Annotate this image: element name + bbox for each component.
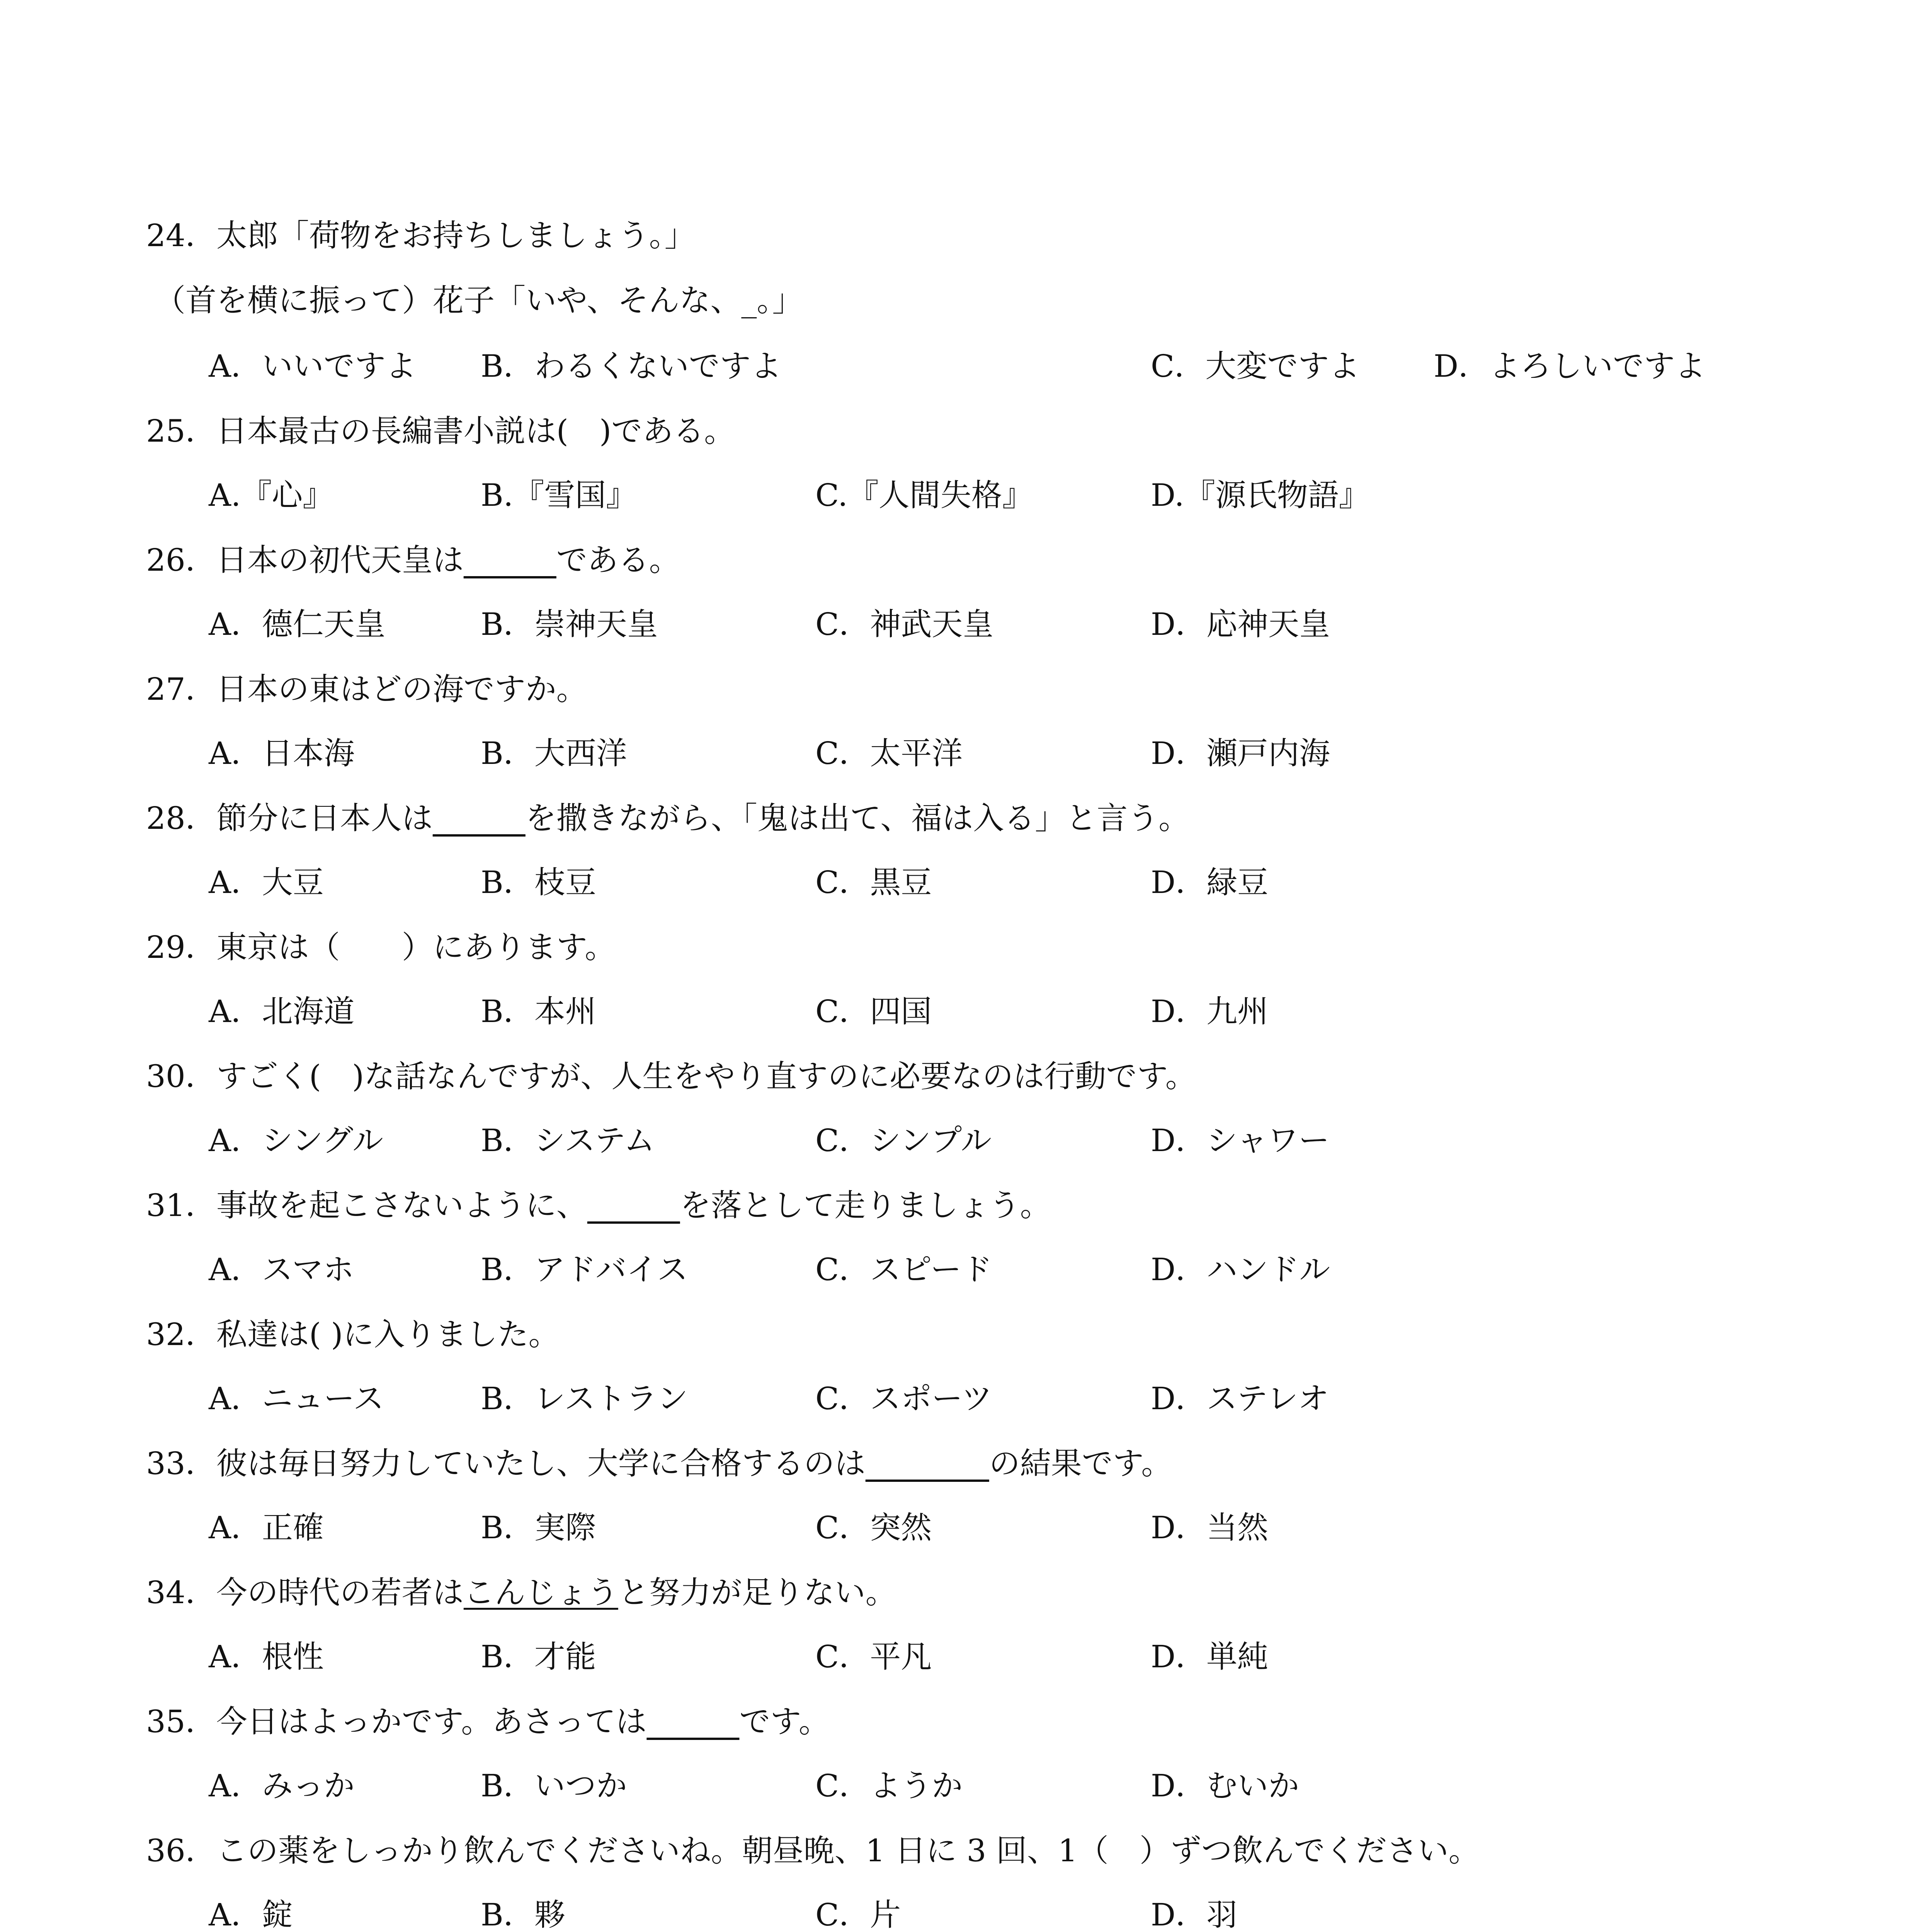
question-32-option-b[interactable]: B．レストラン [481, 1381, 688, 1417]
question-28-stem: 28．節分に日本人は______を撒きながら、「鬼は出て、福は入る」と言う。 [146, 800, 1190, 836]
question-26-stem: 26．日本の初代天皇は______である。 [146, 542, 680, 578]
question-28-option-c[interactable]: C．黒豆 [815, 864, 932, 900]
question-29-option-c[interactable]: C．四国 [815, 993, 932, 1029]
question-30-stem: 30．すごく( )な話なんですが、人生をやり直すのに必要なのは行動です。 [146, 1058, 1196, 1094]
question-34-option-c[interactable]: C．平凡 [815, 1639, 932, 1675]
question-25-option-b[interactable]: B.『雪国』 [481, 477, 637, 513]
question-26-option-a[interactable]: A．德仁天皇 [209, 606, 386, 642]
question-31-option-a[interactable]: A．スマホ [209, 1252, 354, 1287]
question-24-option-c[interactable]: C．大変ですよ [1151, 348, 1360, 384]
question-31-stem: 31．事故を起こさないように、______を落として走りましょう。 [146, 1187, 1051, 1223]
question-32-option-c[interactable]: C．スポーツ [815, 1381, 993, 1417]
question-29-option-b[interactable]: B．本州 [481, 993, 596, 1029]
question-24-option-b[interactable]: B．わるくないですよ [481, 348, 782, 384]
question-34-option-a[interactable]: A．根性 [209, 1639, 324, 1675]
question-27-stem: 27．日本の東はどの海ですか。 [146, 671, 587, 707]
question-29-option-d[interactable]: D．九州 [1151, 993, 1269, 1029]
question-29-option-a[interactable]: A．北海道 [209, 993, 355, 1029]
question-26-option-d[interactable]: D．応神天皇 [1151, 606, 1330, 642]
question-24-option-d[interactable]: D．よろしいですよ [1434, 348, 1706, 384]
question-36-option-d[interactable]: D．羽 [1151, 1897, 1238, 1932]
question-33-stem: 33．彼は毎日努力していたし、大学に合格するのは________の結果です。 [146, 1446, 1172, 1481]
underlined-word: こんじょう [463, 1575, 618, 1611]
question-25-option-c[interactable]: C.『人間失格』 [815, 477, 1033, 513]
question-28-option-b[interactable]: B．枝豆 [481, 864, 596, 900]
question-31-option-d[interactable]: D．ハンドル [1151, 1252, 1330, 1287]
question-24-stem-2: （首を横に振って）花子「いや、そんな、_。」 [155, 282, 803, 318]
question-27-option-b[interactable]: B．大西洋 [481, 735, 627, 771]
question-30-option-c[interactable]: C．シンプル [815, 1122, 992, 1158]
question-35-option-a[interactable]: A．みっか [209, 1768, 355, 1804]
question-36-option-c[interactable]: C．片 [815, 1897, 901, 1932]
answer-blank: ______ [646, 1704, 740, 1740]
question-26-option-b[interactable]: B．崇神天皇 [481, 606, 658, 642]
question-31-option-b[interactable]: B．アドバイス [481, 1252, 688, 1287]
answer-blank: ________ [865, 1446, 989, 1481]
question-29-stem: 29．東京は（ ）にあります。 [146, 929, 616, 965]
question-27-option-c[interactable]: C．太平洋 [815, 735, 963, 771]
question-24-option-a[interactable]: A．いいですよ [209, 348, 417, 384]
question-30-option-b[interactable]: B．システム [481, 1122, 655, 1158]
question-36-option-a[interactable]: A．錠 [209, 1897, 293, 1932]
question-33-option-a[interactable]: A．正確 [209, 1510, 324, 1546]
question-34-stem: 34．今の時代の若者はこんじょうと努力が足りない。 [146, 1575, 896, 1611]
question-26-option-c[interactable]: C．神武天皇 [815, 606, 994, 642]
question-32-stem: 32．私達は( )に入りました。 [146, 1316, 560, 1352]
question-36-option-b[interactable]: B．夥 [481, 1897, 565, 1932]
question-33-option-c[interactable]: C．突然 [815, 1510, 932, 1546]
question-24-stem: 24．太郎「荷物をお持ちしましょう。」 [146, 218, 696, 253]
question-35-stem: 35．今日はよっかです。あさっては______です。 [146, 1704, 830, 1740]
question-34-option-b[interactable]: B．才能 [481, 1639, 596, 1675]
question-30-option-a[interactable]: A．シングル [209, 1122, 383, 1158]
question-34-option-d[interactable]: D．単純 [1151, 1639, 1269, 1675]
question-33-option-b[interactable]: B．実際 [481, 1510, 596, 1546]
question-33-option-d[interactable]: D．当然 [1151, 1510, 1269, 1546]
question-28-option-d[interactable]: D．緑豆 [1151, 864, 1269, 900]
question-32-option-d[interactable]: D．ステレオ [1151, 1381, 1329, 1417]
question-35-option-b[interactable]: B．いつか [481, 1768, 627, 1804]
question-35-option-d[interactable]: D．むいか [1151, 1768, 1300, 1804]
question-31-option-c[interactable]: C．スピード [815, 1252, 993, 1287]
question-27-option-d[interactable]: D．瀬戸内海 [1151, 735, 1330, 771]
question-36-stem: 36．この薬をしっかり飲んでくださいね。朝昼晩、1 日に 3 回、1（ ）ずつ飲んでください。 [146, 1833, 1480, 1869]
question-30-option-d[interactable]: D．シャワー [1151, 1122, 1330, 1158]
question-25-option-a[interactable]: A.『心』 [209, 477, 334, 513]
question-35-option-c[interactable]: C．ようか [815, 1768, 963, 1804]
question-27-option-a[interactable]: A．日本海 [209, 735, 355, 771]
answer-blank: ______ [463, 542, 556, 578]
answer-blank: ______ [432, 800, 526, 836]
question-28-option-a[interactable]: A．大豆 [209, 864, 324, 900]
question-32-option-a[interactable]: A．ニュース [209, 1381, 384, 1417]
answer-blank: ______ [587, 1187, 680, 1223]
question-25-option-d[interactable]: D.『源氏物語』 [1151, 477, 1370, 513]
question-25-stem: 25．日本最古の長編書小説は( )である。 [146, 413, 735, 449]
